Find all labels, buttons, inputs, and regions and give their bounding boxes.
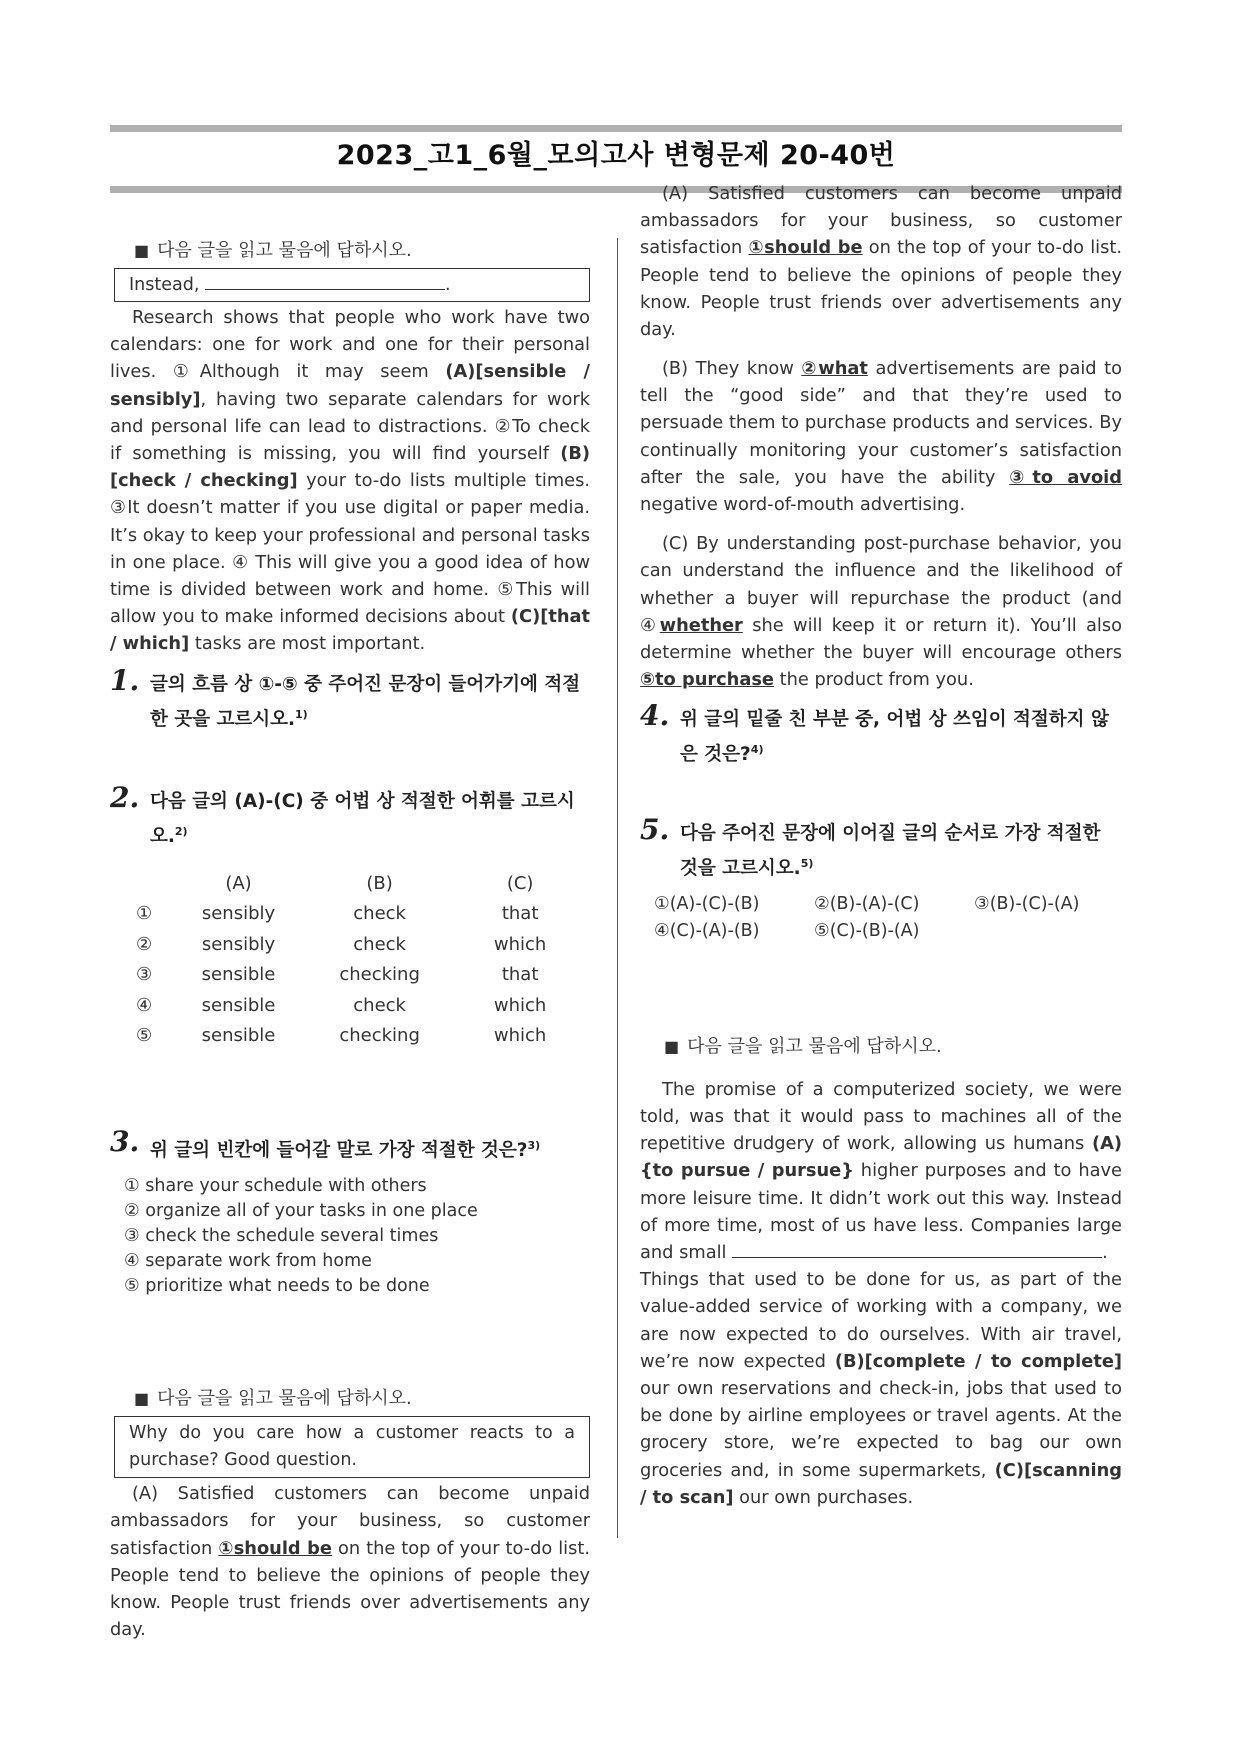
right-column xyxy=(640,183,1123,1511)
top-rule xyxy=(110,125,1122,132)
blank-line xyxy=(205,271,445,290)
left-column xyxy=(110,236,591,1641)
table-row: ④ sensible check which xyxy=(135,994,547,1016)
option: ① share your schedule with others xyxy=(124,1176,427,1197)
table-row: ⑤ sensible checking which xyxy=(135,1025,547,1047)
passage-1: Research shows that people who work have two calendars: one for work and one for their personal lives. ①Although it may seem (A)[sensible / sensibly], having two separate calendars for work and personal life can lead to distractions. ②To check if something is missing, you will find yourself (B)[check / checking] your to-do lists multiple times. ③It doesn’t matter if you use digital or paper media. It’s okay to keep your professional and personal tasks in one place. ④ This will give you a good idea of how time is divided between work and home. ⑤This will allow you to make informed decisions about (C)[that / which] tasks are most important. xyxy=(110,307,590,655)
passage-2-paragraph-c: (C) By understanding post-purchase behavior, you can understand the influence and the likelihood of whether a buyer will repurchase the product (and ④whether she will keep it or return it). You’ll also determine whether the buyer will encourage others ⑤to purchase the product from you. xyxy=(640,533,1122,691)
question-5: 5. 다음 주어진 문장에 이어질 글의 순서로 가장 적절한 것을 고르시오.$^{5)}$ xyxy=(640,812,1101,879)
option: ③ check the schedule several times xyxy=(124,1226,439,1247)
option: ④(C)-(A)-(B) xyxy=(654,920,760,941)
q3-options xyxy=(124,1174,590,1299)
option: ①(A)-(C)-(B) xyxy=(654,893,760,914)
column-divider xyxy=(617,238,618,1538)
question-2: 2. 다음 글의 (A)-(C) 중 어법 상 적절한 어휘를 고르시오.$^{2)}$ xyxy=(110,780,575,847)
option: ④ separate work from home xyxy=(124,1251,372,1272)
option: ②(B)-(A)-(C) xyxy=(814,893,920,914)
table-row: ② sensibly check which xyxy=(135,933,547,955)
q5-options xyxy=(654,892,1122,944)
option: ⑤ prioritize what needs to be done xyxy=(124,1276,430,1297)
instruction-heading: ■ 다음 글을 읽고 물음에 답하시오. xyxy=(664,1035,942,1057)
passage-2-paragraph-a: (A) Satisfied customers can become unpaid ambassadors for your business, so customer satisfaction ①should be on the top of your to-do list. People tend to believe the opinions of people they know. People trust friends over advertisements any day. xyxy=(110,1483,591,1641)
question-3: 3. 위 글의 빈칸에 들어갈 말로 가장 적절한 것은?$^{3)}$ xyxy=(110,1124,541,1162)
square-bullet-icon: ■ xyxy=(134,1389,150,1409)
page-title: 2023_고1_6월_모의고사 변형문제 20-40번 xyxy=(336,140,896,171)
instruction-heading: ■ 다음 글을 읽고 물음에 답하시오. xyxy=(134,1388,412,1410)
table-header-row: (A) (B) (C) xyxy=(225,872,534,894)
table-row: ③ sensible checking that xyxy=(135,964,539,986)
option: ⑤(C)-(B)-(A) xyxy=(814,920,920,941)
passage-2-paragraph-b: (B) They know ②what advertisements are paid to tell the “good side” and that they’re used to persuade them to purchase products and services. By continually monitoring your customer’s satisfaction after the sale, you have the ability ③to avoid negative word-of-mouth advertising. xyxy=(640,358,1123,516)
passage-2-paragraph-a-continued: (A) Satisfied customers can become unpaid ambassadors for your business, so customer satisfaction ①should be on the top of your to-do list. People tend to believe the opinions of people they know. People trust friends over advertisements any day. xyxy=(640,183,1122,341)
passage-3-continued: Things that used to be done for us, as part of the value-added service of working with a company, we are now expected to do ourselves. With air travel, we’re now expected (B)[complete / to complete] our own reservations and check-in, jobs that used to be done by airline employees or travel agents. At the grocery store, we’re expected to bag our own groceries and, in some supermarkets, (C)[scanning / to scan] our own purchases. xyxy=(640,1269,1123,1508)
square-bullet-icon: ■ xyxy=(134,241,150,260)
given-sentence-box: Why do you care how a customer reacts to a purchase? Good question. xyxy=(114,1416,590,1478)
passage-3: The promise of a computerized society, we were told, was that it would pass to machines all of the repetitive drudgery of work, allowing us humans (A){to pursue / pursue} higher purposes and to have more leisure time. It didn’t work out this way. Instead of more time, most of us have less. Companies large and small . xyxy=(640,1078,1123,1263)
option: ② organize all of your tasks in one place xyxy=(124,1201,478,1222)
blank-line xyxy=(732,1239,1102,1258)
option: ③(B)-(C)-(A) xyxy=(974,893,1080,914)
instruction-heading: ■ 다음 글을 읽고 물음에 답하시오. xyxy=(134,240,412,261)
question-4: 4. 위 글의 밑줄 친 부분 중, 어법 상 쓰임이 적절하지 않은 것은?$^{4)}$ xyxy=(640,699,1109,766)
question-1: 1. 글의 흐름 상 ①-⑤ 중 주어진 문장이 들어가기에 적절한 곳을 고르시오.$^{1)}$ xyxy=(110,663,581,730)
q2-choice-table xyxy=(120,868,590,1051)
given-sentence-box: Instead, . xyxy=(114,268,590,302)
table-row: ① sensibly check that xyxy=(135,903,539,925)
square-bullet-icon: ■ xyxy=(664,1036,680,1056)
